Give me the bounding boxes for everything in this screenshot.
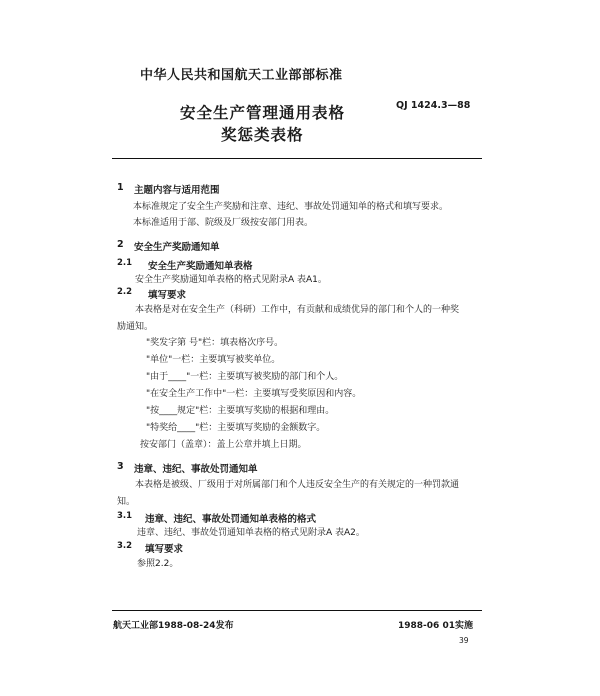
section-3-title: 违章、违纪、事故处罚通知单: [134, 464, 258, 475]
section-2-2-para-line-2: 励通知。: [117, 322, 154, 332]
section-3-2-title: 填写要求: [145, 544, 184, 555]
section-1-para-1: 本标准规定了安全生产奖励和注章、违纪、事故处罚通知单的格式和填写要求。: [133, 202, 449, 212]
section-3-number: 3: [117, 461, 124, 472]
section-3-para-line-1: 本表格是被级、厂级用于对所属部门和个人违反安全生产的有关规定的一种罚款通: [135, 480, 460, 490]
section-2-2-para-line-1: 本表格是对在安全生产（科研）工作中，有贡献和成绩优异的部门和个人的一种奖: [135, 305, 460, 315]
section-1-para-2: 本标准适用于部、院级及厂级按安部门用表。: [133, 218, 314, 228]
section-2-title: 安全生产奖励通知单: [134, 242, 220, 253]
effective-date: 1988-06 01实施: [398, 621, 473, 631]
section-2-number: 2: [117, 239, 124, 250]
fill-item-2: "单位"一栏：主要填写被奖单位。: [146, 355, 281, 365]
document-title: 安全生产管理通用表格: [180, 104, 346, 122]
section-1-title: 主题内容与适用范围: [134, 185, 220, 196]
section-2-2-title: 填写要求: [148, 290, 187, 301]
fill-item-5: "按____规定"栏：主要填写奖励的根据和理由。: [146, 406, 335, 416]
section-2-1-title: 安全生产奖励通知单表格: [148, 261, 253, 272]
issue-date: 航天工业部1988-08-24发布: [113, 621, 234, 631]
section-3-1-text: 违章、违纪、事故处罚通知单表格的格式见附录A 表A2。: [137, 528, 365, 538]
section-3-para-line-2: 知。: [117, 497, 136, 507]
section-2-1-number: 2.1: [117, 258, 133, 268]
fill-item-1: "奖发字第 号"栏：填表格次序号。: [146, 338, 284, 348]
section-3-1-title: 违章、违纪、事故处罚通知单表格的格式: [145, 514, 317, 525]
section-2-1-text: 安全生产奖励通知单表格的格式见附录A 表A1。: [135, 275, 327, 285]
fill-item-6: "特奖给____"栏：主要填写奖励的金额数字。: [146, 423, 326, 433]
section-1-number: 1: [117, 182, 124, 193]
fill-item-7: 按安部门（盖章）：盖上公章并填上日期。: [140, 440, 307, 450]
standard-number: QJ 1424.3—88: [396, 100, 471, 111]
header-rule: [112, 158, 482, 159]
footer-rule: [112, 610, 482, 611]
section-3-2-text: 参照2.2。: [137, 559, 179, 569]
issuing-authority: 中华人民共和国航天工业部部标准: [140, 68, 343, 83]
section-3-2-number: 3.2: [117, 541, 133, 551]
page-number: 39: [459, 636, 469, 645]
section-3-1-number: 3.1: [117, 511, 133, 521]
fill-item-4: "在安全生产工作中"一栏：主要填写受奖原因和内容。: [146, 389, 362, 399]
document-subtitle: 奖惩类表格: [221, 126, 304, 144]
section-2-2-number: 2.2: [117, 287, 133, 297]
fill-item-3: "由于____"一栏：主要填写被奖励的部门和个人。: [146, 372, 344, 382]
